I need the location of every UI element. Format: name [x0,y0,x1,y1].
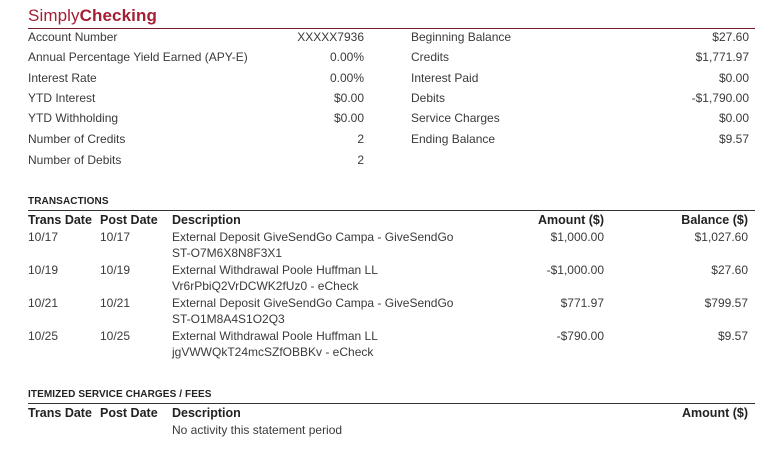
amount-cell: -$1,000.00 [546,263,604,277]
summary-row-ending-balance: Ending Balance $9.57 [411,132,749,146]
summary-row-number-of-debits: Number of Debits 2 [28,153,364,167]
summary-row-ytd-withholding: YTD Withholding $0.00 [28,111,364,125]
col-header-description: Description [172,213,241,227]
fees-divider [28,403,755,404]
col-header-amount: Amount ($) [538,213,604,227]
fees-empty-message: No activity this statement period [172,423,343,437]
col-header-trans-date: Trans Date [28,213,92,227]
trans-date-cell: 10/21 [28,296,59,310]
transactions-heading: TRANSACTIONS [28,196,109,207]
amount-cell: -$790.00 [556,329,604,343]
description-line2: ST-O1M8A4S1O2Q3 [172,312,285,326]
trans-date-cell: 10/25 [28,329,59,343]
summary-row-beginning-balance: Beginning Balance $27.60 [411,30,749,44]
transactions-divider [28,210,755,211]
post-date-cell: 10/19 [100,263,131,277]
post-date-cell: 10/21 [100,296,131,310]
summary-row-credits: Credits $1,771.97 [411,50,749,64]
summary-row-apy: Annual Percentage Yield Earned (APY-E) 0.00% [28,50,364,64]
account-type-title: SimplyChecking [28,6,157,25]
fees-col-header-description: Description [172,406,241,420]
description-line1: External Deposit GiveSendGo Campa - GiveSendGo [172,296,454,310]
balance-cell: $1,027.60 [694,230,748,244]
balance-cell: $799.57 [704,296,748,310]
summary-row-interest-rate: Interest Rate 0.00% [28,71,364,85]
description-line2: Vr6rPbiQ2VrDCWK2fUz0 - eCheck [172,279,359,293]
fees-heading: ITEMIZED SERVICE CHARGES / FEES [28,389,212,400]
summary-row-debits: Debits -$1,790.00 [411,91,749,105]
post-date-cell: 10/17 [100,230,131,244]
description-line2: jgVWWQkT24mcSZfOBBKv - eCheck [172,345,374,359]
summary-row-account-number: Account Number XXXXX7936 [28,30,364,44]
post-date-cell: 10/25 [100,329,131,343]
balance-cell: $9.57 [717,329,748,343]
fees-col-header-amount: Amount ($) [682,406,748,420]
summary-row-ytd-interest: YTD Interest $0.00 [28,91,364,105]
trans-date-cell: 10/19 [28,263,59,277]
amount-cell: $771.97 [560,296,604,310]
description-line1: External Withdrawal Poole Huffman LL [172,263,378,277]
amount-cell: $1,000.00 [550,230,604,244]
summary-row-number-of-credits: Number of Credits 2 [28,132,364,146]
description-line2: ST-O7M6X8N8F3X1 [172,246,283,260]
summary-row-service-charges: Service Charges $0.00 [411,111,749,125]
balance-cell: $27.60 [711,263,748,277]
fees-col-header-trans-date: Trans Date [28,406,92,420]
description-line1: External Deposit GiveSendGo Campa - GiveSendGo [172,230,454,244]
fees-col-header-post-date: Post Date [100,406,158,420]
trans-date-cell: 10/17 [28,230,59,244]
description-line1: External Withdrawal Poole Huffman LL [172,329,378,343]
col-header-post-date: Post Date [100,213,158,227]
summary-row-interest-paid: Interest Paid $0.00 [411,71,749,85]
col-header-balance: Balance ($) [681,213,748,227]
